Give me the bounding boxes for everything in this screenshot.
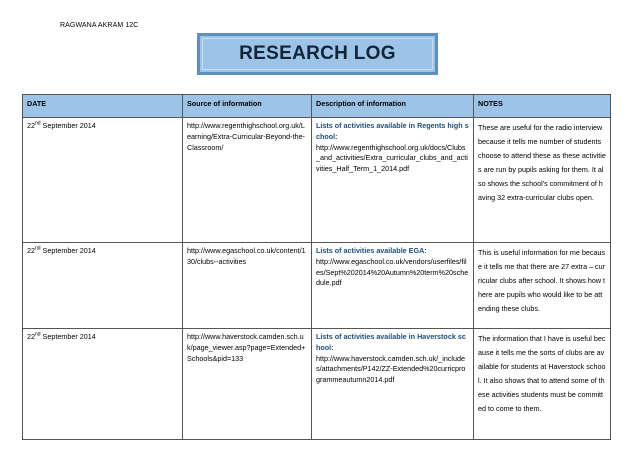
date-cell — [23, 118, 183, 243]
page-title: RESEARCH LOG — [239, 43, 396, 64]
description-url: http://www.haverstock.camden.sch.uk/_includes/attachments/P142/ZZ-Extended%20curricprogrammeautumn2014.pdf — [316, 353, 466, 385]
date-day: 22 — [27, 246, 35, 255]
date-suffix: nd — [35, 245, 41, 252]
description-title: Lists of activities available in Haverstock school: — [316, 332, 466, 352]
table-header-row — [23, 95, 611, 118]
date-cell — [23, 243, 183, 329]
table-row — [23, 329, 611, 440]
date-day: 22 — [27, 332, 35, 341]
table-row — [23, 243, 611, 329]
description-cell — [312, 329, 474, 440]
description-title: Lists of activities available in Regents high school: — [316, 121, 469, 141]
title-box — [197, 33, 438, 75]
description-cell — [312, 243, 474, 329]
description-url: http://www.egaschool.co.uk/vendors/userfiles/files/Sept%202014%20Autumn%20term%20schedule.pdf — [316, 256, 469, 288]
date-day: 22 — [27, 121, 35, 130]
header-description: Description of information — [312, 95, 474, 118]
notes-cell: This is useful information for me because it tells me that there are 27 extra – curricular clubs after school. It shows how there are pupils who would like to be attending these clubs. — [474, 243, 611, 329]
description-url: http://www.regenthighschool.org.uk/docs/Clubs_and_activities/Extra_curricular_clubs_and_activities_Half_Term_1_2014.pdf — [316, 142, 468, 174]
source-cell: http://www.haverstock.camden.sch.uk/page_viewer.asp?page=Extended+Schools&pid=133 — [183, 329, 312, 440]
date-rest: September 2014 — [40, 246, 96, 255]
header-notes: NOTES — [474, 95, 611, 118]
date-suffix: nd — [35, 331, 41, 338]
date-rest: September 2014 — [40, 121, 96, 130]
source-cell: http://www.egaschool.co.uk/content/130/clubs--activities — [183, 243, 312, 329]
description-title: Lists of activities available EGA: — [316, 246, 427, 255]
description-cell — [312, 118, 474, 243]
header-date: DATE — [23, 95, 183, 118]
date-suffix: nd — [35, 120, 41, 127]
notes-cell: The information that I have is useful because it tells me the sorts of clubs are available for students at Haverstock school. It also shows that to attend some of these activities students must be committed to come to them. — [474, 329, 611, 440]
table-row — [23, 118, 611, 243]
research-log-table — [22, 94, 611, 440]
notes-cell: These are useful for the radio interview because it tells me number of students choose to attend these as these activities are run by pupils asking for them. It also shows the school's commitment of having 32 extra-curricular clubs open. — [474, 118, 611, 243]
author-name: RAGWANA AKRAM 12C — [60, 22, 139, 29]
source-cell: http://www.regenthighschool.org.uk/Learning/Extra-Curricular-Beyond-the-Classroom/ — [183, 118, 312, 243]
date-cell — [23, 329, 183, 440]
header-source: Source of information — [183, 95, 312, 118]
date-rest: September 2014 — [40, 332, 96, 341]
